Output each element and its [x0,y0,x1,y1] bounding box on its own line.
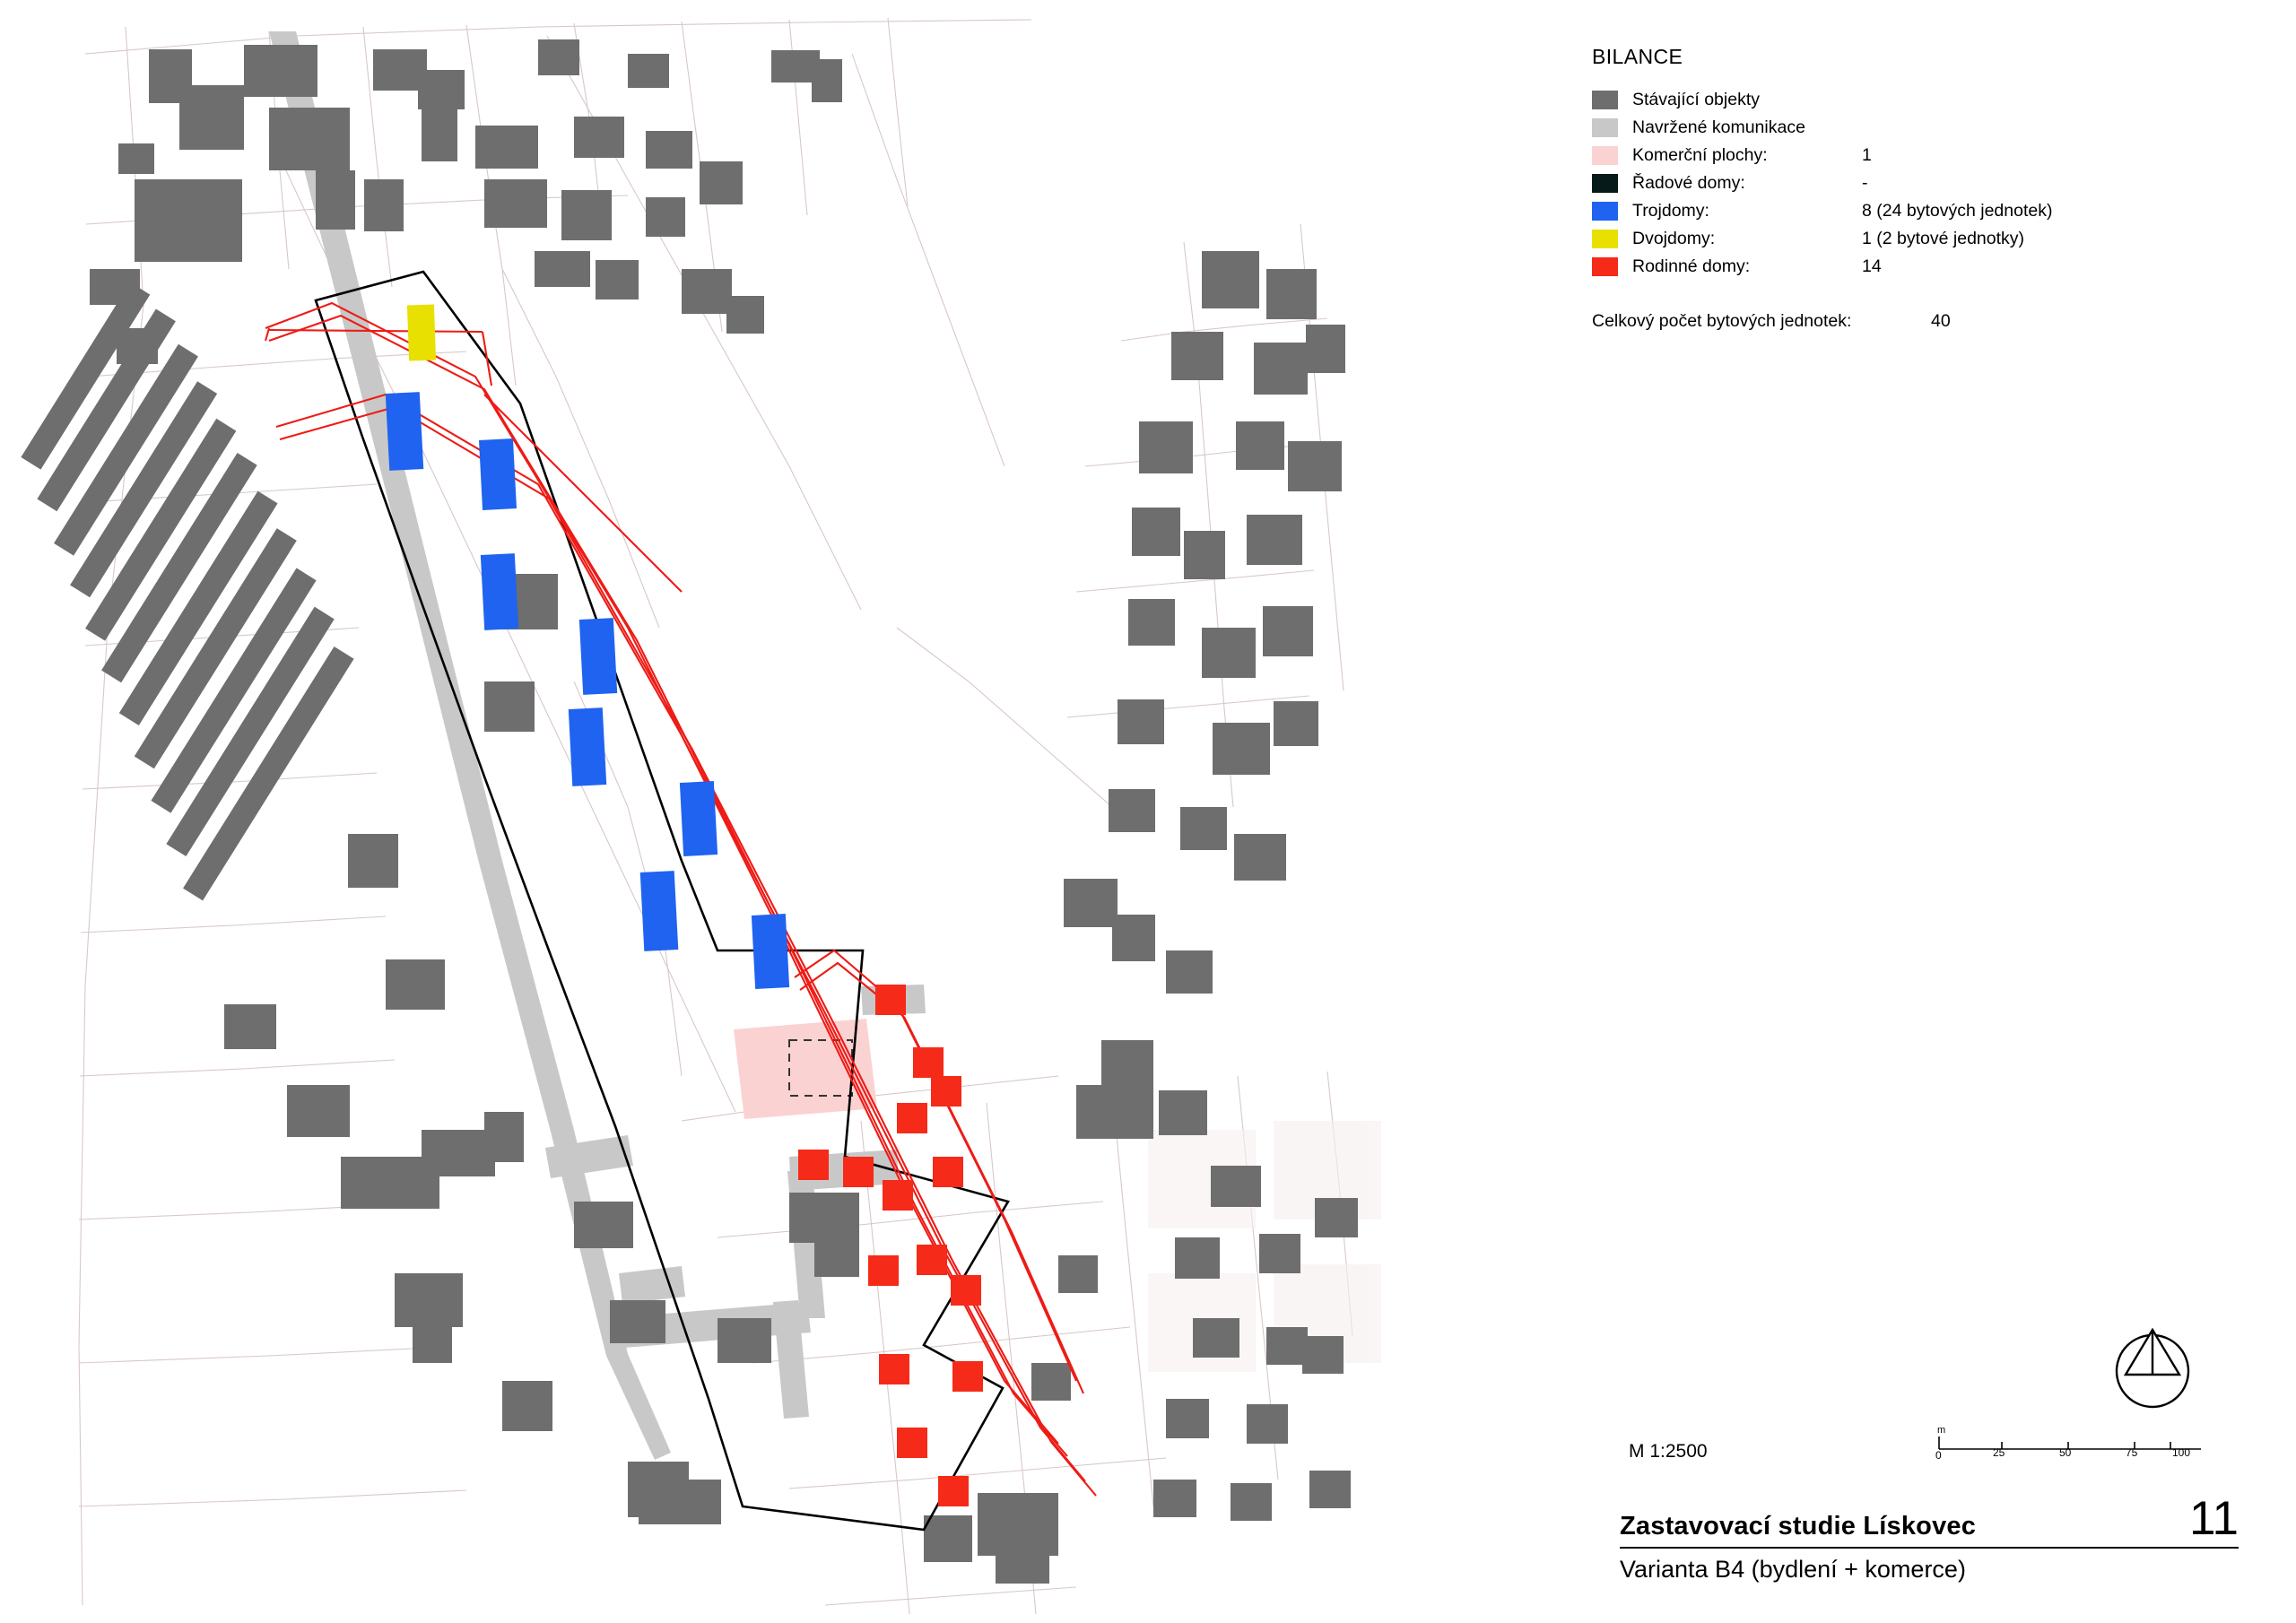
legend-item-proposed-roads [1592,114,2238,142]
title-divider [1620,1547,2239,1549]
legend-total-label: Celkový počet bytových jednotek: [1592,311,1852,331]
legend-value-family-houses: 14 [1862,256,1882,276]
legend-total [1592,311,2238,332]
svg-text:100: 100 [2172,1446,2191,1459]
svg-text:0: 0 [1935,1449,1942,1460]
legend-value-commercial: 1 [1862,145,1872,165]
legend-item-triple-houses [1592,197,2238,225]
svg-text:25: 25 [1993,1446,2005,1459]
legend-label-existing-buildings: Stávající objekty [1632,90,1760,109]
map-scale-text: M 1:2500 [1629,1441,1708,1462]
compass-north-icon [2106,1321,2199,1414]
legend-item-existing-buildings [1592,86,2238,114]
legend-title: BILANCE [1592,45,1683,68]
legend-swatch-commercial [1592,146,1618,165]
legend-swatch-triple-houses [1592,202,1618,221]
legend-label-row-houses: Řadové domy: [1632,173,1745,193]
legend-total-value: 40 [1931,311,1951,331]
svg-text:50: 50 [2059,1446,2072,1459]
legend-item-commercial [1592,142,2238,169]
svg-text:75: 75 [2126,1446,2138,1459]
legend-label-commercial: Komerční plochy: [1632,145,1768,165]
legend-swatch-existing-buildings [1592,91,1618,109]
legend-value-row-houses: - [1862,173,1868,193]
legend-item-row-houses [1592,169,2238,197]
legend-swatch-double-houses [1592,230,1618,248]
legend-panel [1592,45,2238,332]
project-title: Zastavovací studie Lískovec [1620,1511,1977,1541]
legend-swatch-row-houses [1592,174,1618,193]
legend-value-double-houses: 1 (2 bytové jednotky) [1862,229,2025,248]
legend-label-double-houses: Dvojdomy: [1632,229,1716,248]
legend-label-proposed-roads: Navržené komunikace [1632,117,1805,137]
page-number: 11 [2188,1492,2239,1545]
legend-item-family-houses [1592,253,2238,281]
variant-subtitle: Varianta B4 (bydlení + komerce) [1620,1555,1966,1583]
legend-swatch-proposed-roads [1592,118,1618,137]
legend-label-triple-houses: Trojdomy: [1632,201,1709,221]
double-house [407,304,436,360]
svg-text:m: m [1937,1425,1946,1436]
legend-item-double-houses [1592,225,2238,253]
legend-value-triple-houses: 8 (24 bytových jednotek) [1862,201,2053,221]
title-block [1620,1492,2239,1584]
scale-bar [1935,1424,2205,1460]
legend-swatch-family-houses [1592,257,1618,276]
legend-label-family-houses: Rodinné domy: [1632,256,1751,276]
parcel-lines [79,18,1352,1614]
